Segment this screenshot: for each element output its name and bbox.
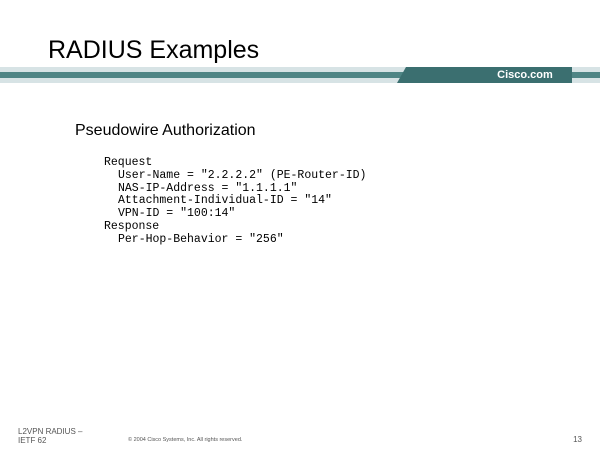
radius-attribute-block bbox=[104, 157, 366, 247]
footer-label-line: L2VPN RADIUS – bbox=[18, 427, 83, 436]
response-attribute-line: Per-Hop-Behavior = "256" bbox=[118, 232, 284, 246]
slide-title: RADIUS Examples bbox=[48, 36, 260, 64]
section-subtitle: Pseudowire Authorization bbox=[75, 122, 256, 139]
footer-presentation-label bbox=[18, 427, 82, 445]
request-attribute-line: NAS-IP-Address = "1.1.1.1" bbox=[118, 181, 298, 195]
copyright-notice: © 2004 Cisco Systems, Inc. All rights reserved. bbox=[128, 437, 243, 443]
request-heading: Request bbox=[104, 156, 153, 169]
request-attribute-line: User-Name = "2.2.2.2" (PE-Router-ID) bbox=[118, 168, 367, 182]
request-attribute-line: VPN-ID = "100:14" bbox=[118, 207, 236, 221]
page-number: 13 bbox=[573, 435, 582, 444]
brand-logo-text: Cisco.com bbox=[497, 69, 553, 81]
request-attribute-line: Attachment-Individual-ID = "14" bbox=[118, 194, 332, 208]
response-heading: Response bbox=[104, 219, 160, 233]
footer-label-line: IETF 62 bbox=[18, 436, 47, 445]
